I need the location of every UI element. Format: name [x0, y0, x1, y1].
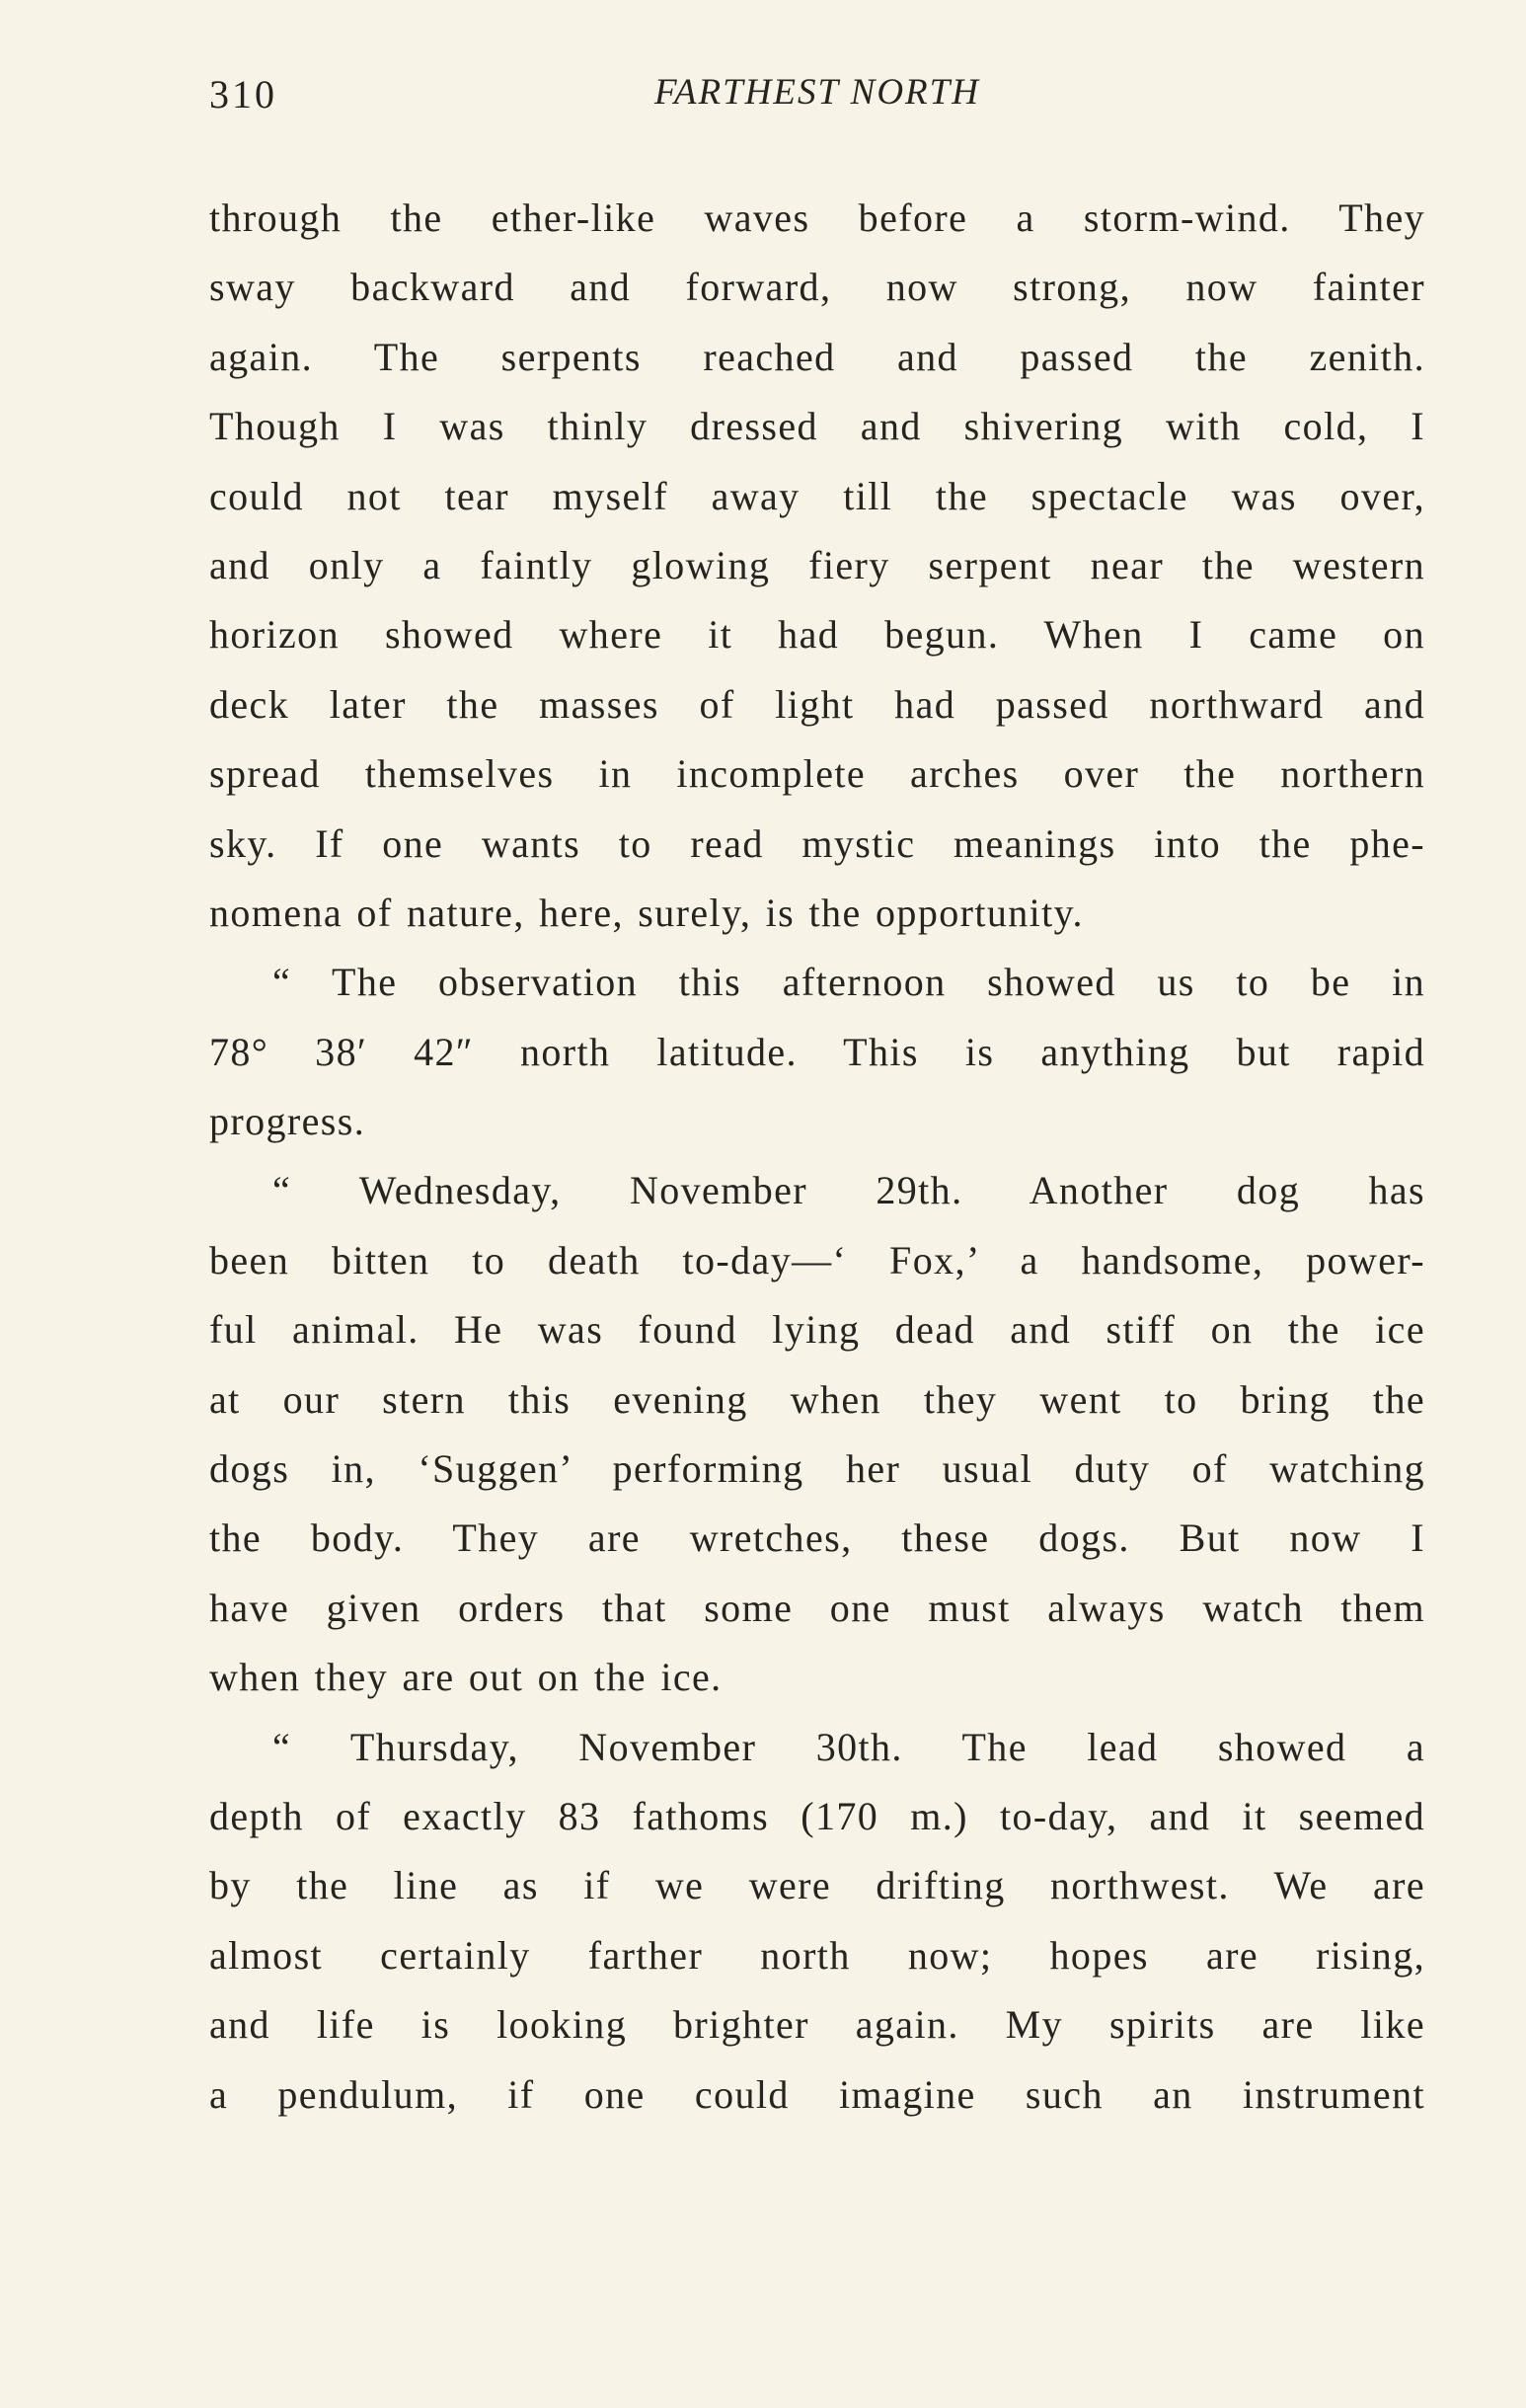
text-line: when they are out on the ice. [209, 1655, 723, 1700]
running-title: FARTHEST NORTH [654, 72, 980, 113]
text-line: Though I was thinly dressed and shivering with cold, I [209, 404, 1425, 449]
text-line: progress. [209, 1099, 366, 1144]
text-line: have given orders that some one must always watch them [209, 1585, 1425, 1630]
text-line: “ Wednesday, November 29th. Another dog has [272, 1168, 1425, 1213]
text-line: sky. If one wants to read mystic meanings into the phe- [209, 820, 1425, 866]
text-line: ful animal. He was found lying dead and stiff on the ice [209, 1307, 1425, 1353]
text-line: “ Thursday, November 30th. The lead showed a [272, 1724, 1425, 1769]
text-line: been bitten to death to-day—‘ Fox,’ a handsome, power- [209, 1237, 1425, 1282]
text-line: horizon showed where it had begun. When I came on [209, 612, 1425, 658]
text-line: a pendulum, if one could imagine such an instrument [209, 2071, 1425, 2117]
text-line: again. The serpents reached and passed the zenith. [209, 334, 1425, 379]
text-line: dogs in, ‘Suggen’ performing her usual duty of watching [209, 1446, 1425, 1492]
text-line: at our stern this evening when they went to bring the [209, 1376, 1425, 1422]
text-line: could not tear myself away till the spectacle was over, [209, 473, 1425, 518]
text-line: deck later the masses of light had passed northward and [209, 681, 1425, 727]
text-line: “ The observation this afternoon showed us to be in [272, 960, 1425, 1005]
text-line: almost certainly farther north now; hopes are rising, [209, 1932, 1425, 1978]
text-line: sway backward and forward, now strong, now fainter [209, 265, 1425, 310]
text-line: and life is looking brighter again. My spirits are like [209, 2002, 1425, 2048]
text-line: spread themselves in incomplete arches over the northern [209, 751, 1425, 797]
text-line: through the ether-like waves before a storm-wind. They [209, 195, 1425, 240]
page-number: 310 [209, 72, 277, 117]
body-text [209, 184, 1425, 2130]
text-line: depth of exactly 83 fathoms (170 m.) to-day, and it seemed [209, 1793, 1425, 1838]
text-line: and only a faintly glowing fiery serpent near the western [209, 542, 1425, 587]
text-line: the body. They are wretches, these dogs. But now I [209, 1515, 1425, 1561]
page-header [209, 71, 1425, 130]
text-line: nomena of nature, here, surely, is the opportunity. [209, 890, 1084, 935]
text-line: 78° 38′ 42″ north latitude. This is anything but rapid [209, 1029, 1425, 1074]
text-line: by the line as if we were drifting northwest. We are [209, 1863, 1425, 1908]
